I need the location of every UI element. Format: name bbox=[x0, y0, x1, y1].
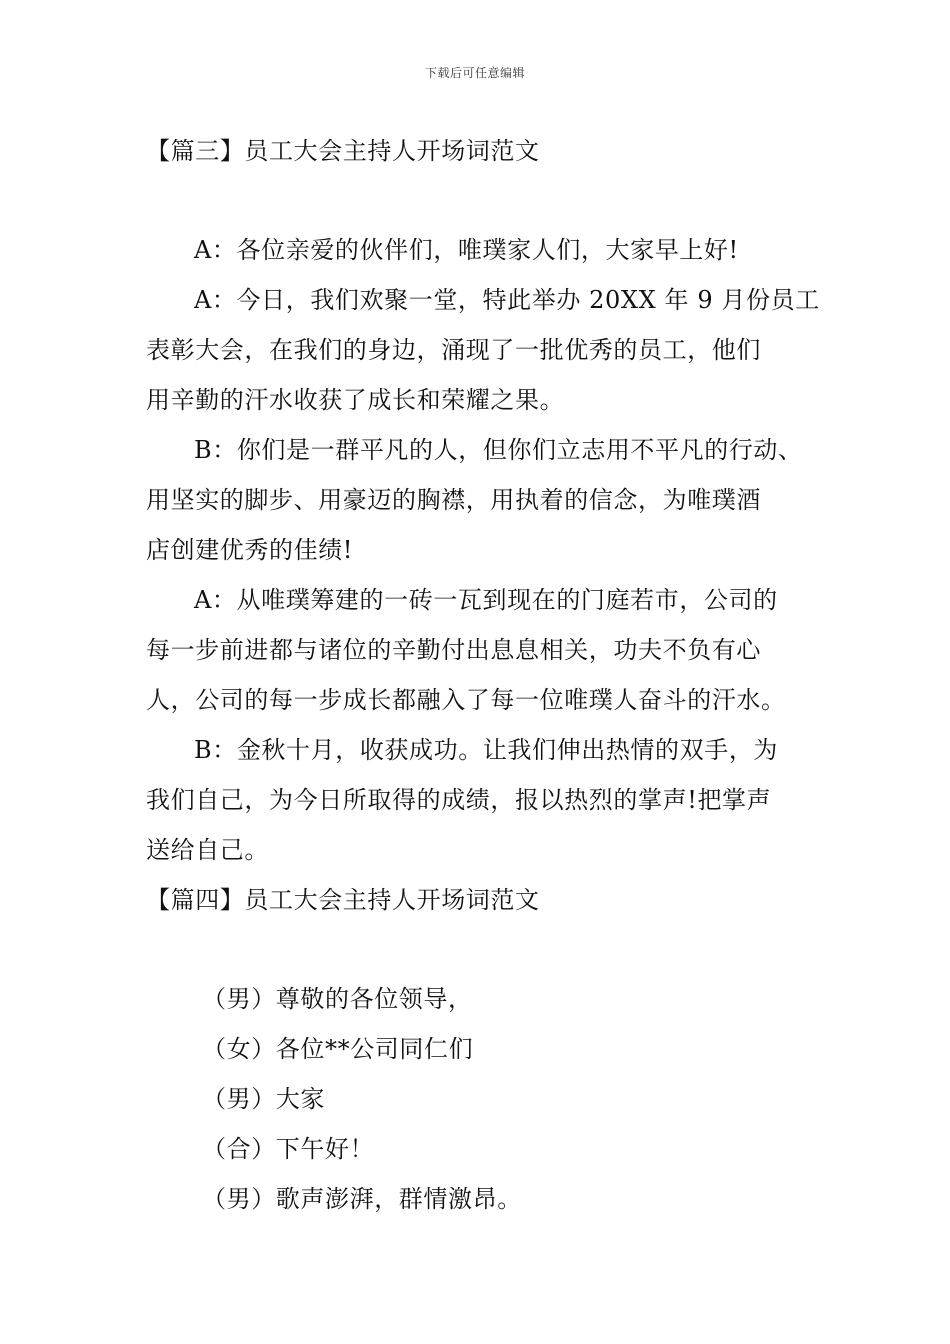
paragraph-line: 表彰大会，在我们的身边，涌现了一批优秀的员工，他们 bbox=[146, 336, 761, 364]
paragraph-line: 店创建优秀的佳绩! bbox=[146, 536, 354, 564]
document-body bbox=[146, 126, 822, 1224]
paragraph-line: A：今日，我们欢聚一堂，特此举办 20XX 年 9 月份员工 bbox=[194, 286, 820, 314]
dialogue-line: （男）歌声澎湃，群情激昂。 bbox=[202, 1185, 522, 1213]
dialogue-line: （合）下午好！ bbox=[202, 1135, 375, 1163]
section-title-3: 【篇三】员工大会主持人开场词范文 bbox=[146, 137, 540, 165]
spacer bbox=[146, 925, 822, 974]
paragraph-line: B：金秋十月，收获成功。让我们伸出热情的双手，为 bbox=[194, 736, 779, 764]
paragraph-line: A：各位亲爱的伙伴们，唯璞家人们，大家早上好! bbox=[194, 236, 739, 264]
paragraph-line: 我们自己，为今日所取得的成绩，报以热烈的掌声!把掌声 bbox=[146, 786, 772, 814]
paragraph-line: A：从唯璞筹建的一砖一瓦到现在的门庭若市，公司的 bbox=[194, 586, 778, 614]
dialogue-line: （男）尊敬的各位领导， bbox=[202, 985, 473, 1013]
dialogue-line: （男）大家 bbox=[202, 1085, 325, 1113]
section-title-4: 【篇四】员工大会主持人开场词范文 bbox=[146, 886, 540, 914]
dialogue-line: （女）各位**公司同仁们 bbox=[202, 1035, 474, 1063]
spacer bbox=[146, 176, 822, 225]
paragraph-line: 用坚实的脚步、用豪迈的胸襟，用执着的信念，为唯璞酒 bbox=[146, 486, 761, 514]
paragraph-line: 用辛勤的汗水收获了成长和荣耀之果。 bbox=[146, 386, 565, 414]
page-header: 下载后可任意编辑 bbox=[424, 66, 525, 80]
paragraph-line: 送给自己。 bbox=[146, 836, 269, 864]
paragraph-line: B：你们是一群平凡的人，但你们立志用不平凡的行动、 bbox=[194, 436, 803, 464]
paragraph-line: 每一步前进都与诸位的辛勤付出息息相关，功夫不负有心 bbox=[146, 636, 761, 664]
paragraph-line: 人，公司的每一步成长都融入了每一位唯璞人奋斗的汗水。 bbox=[146, 686, 786, 714]
